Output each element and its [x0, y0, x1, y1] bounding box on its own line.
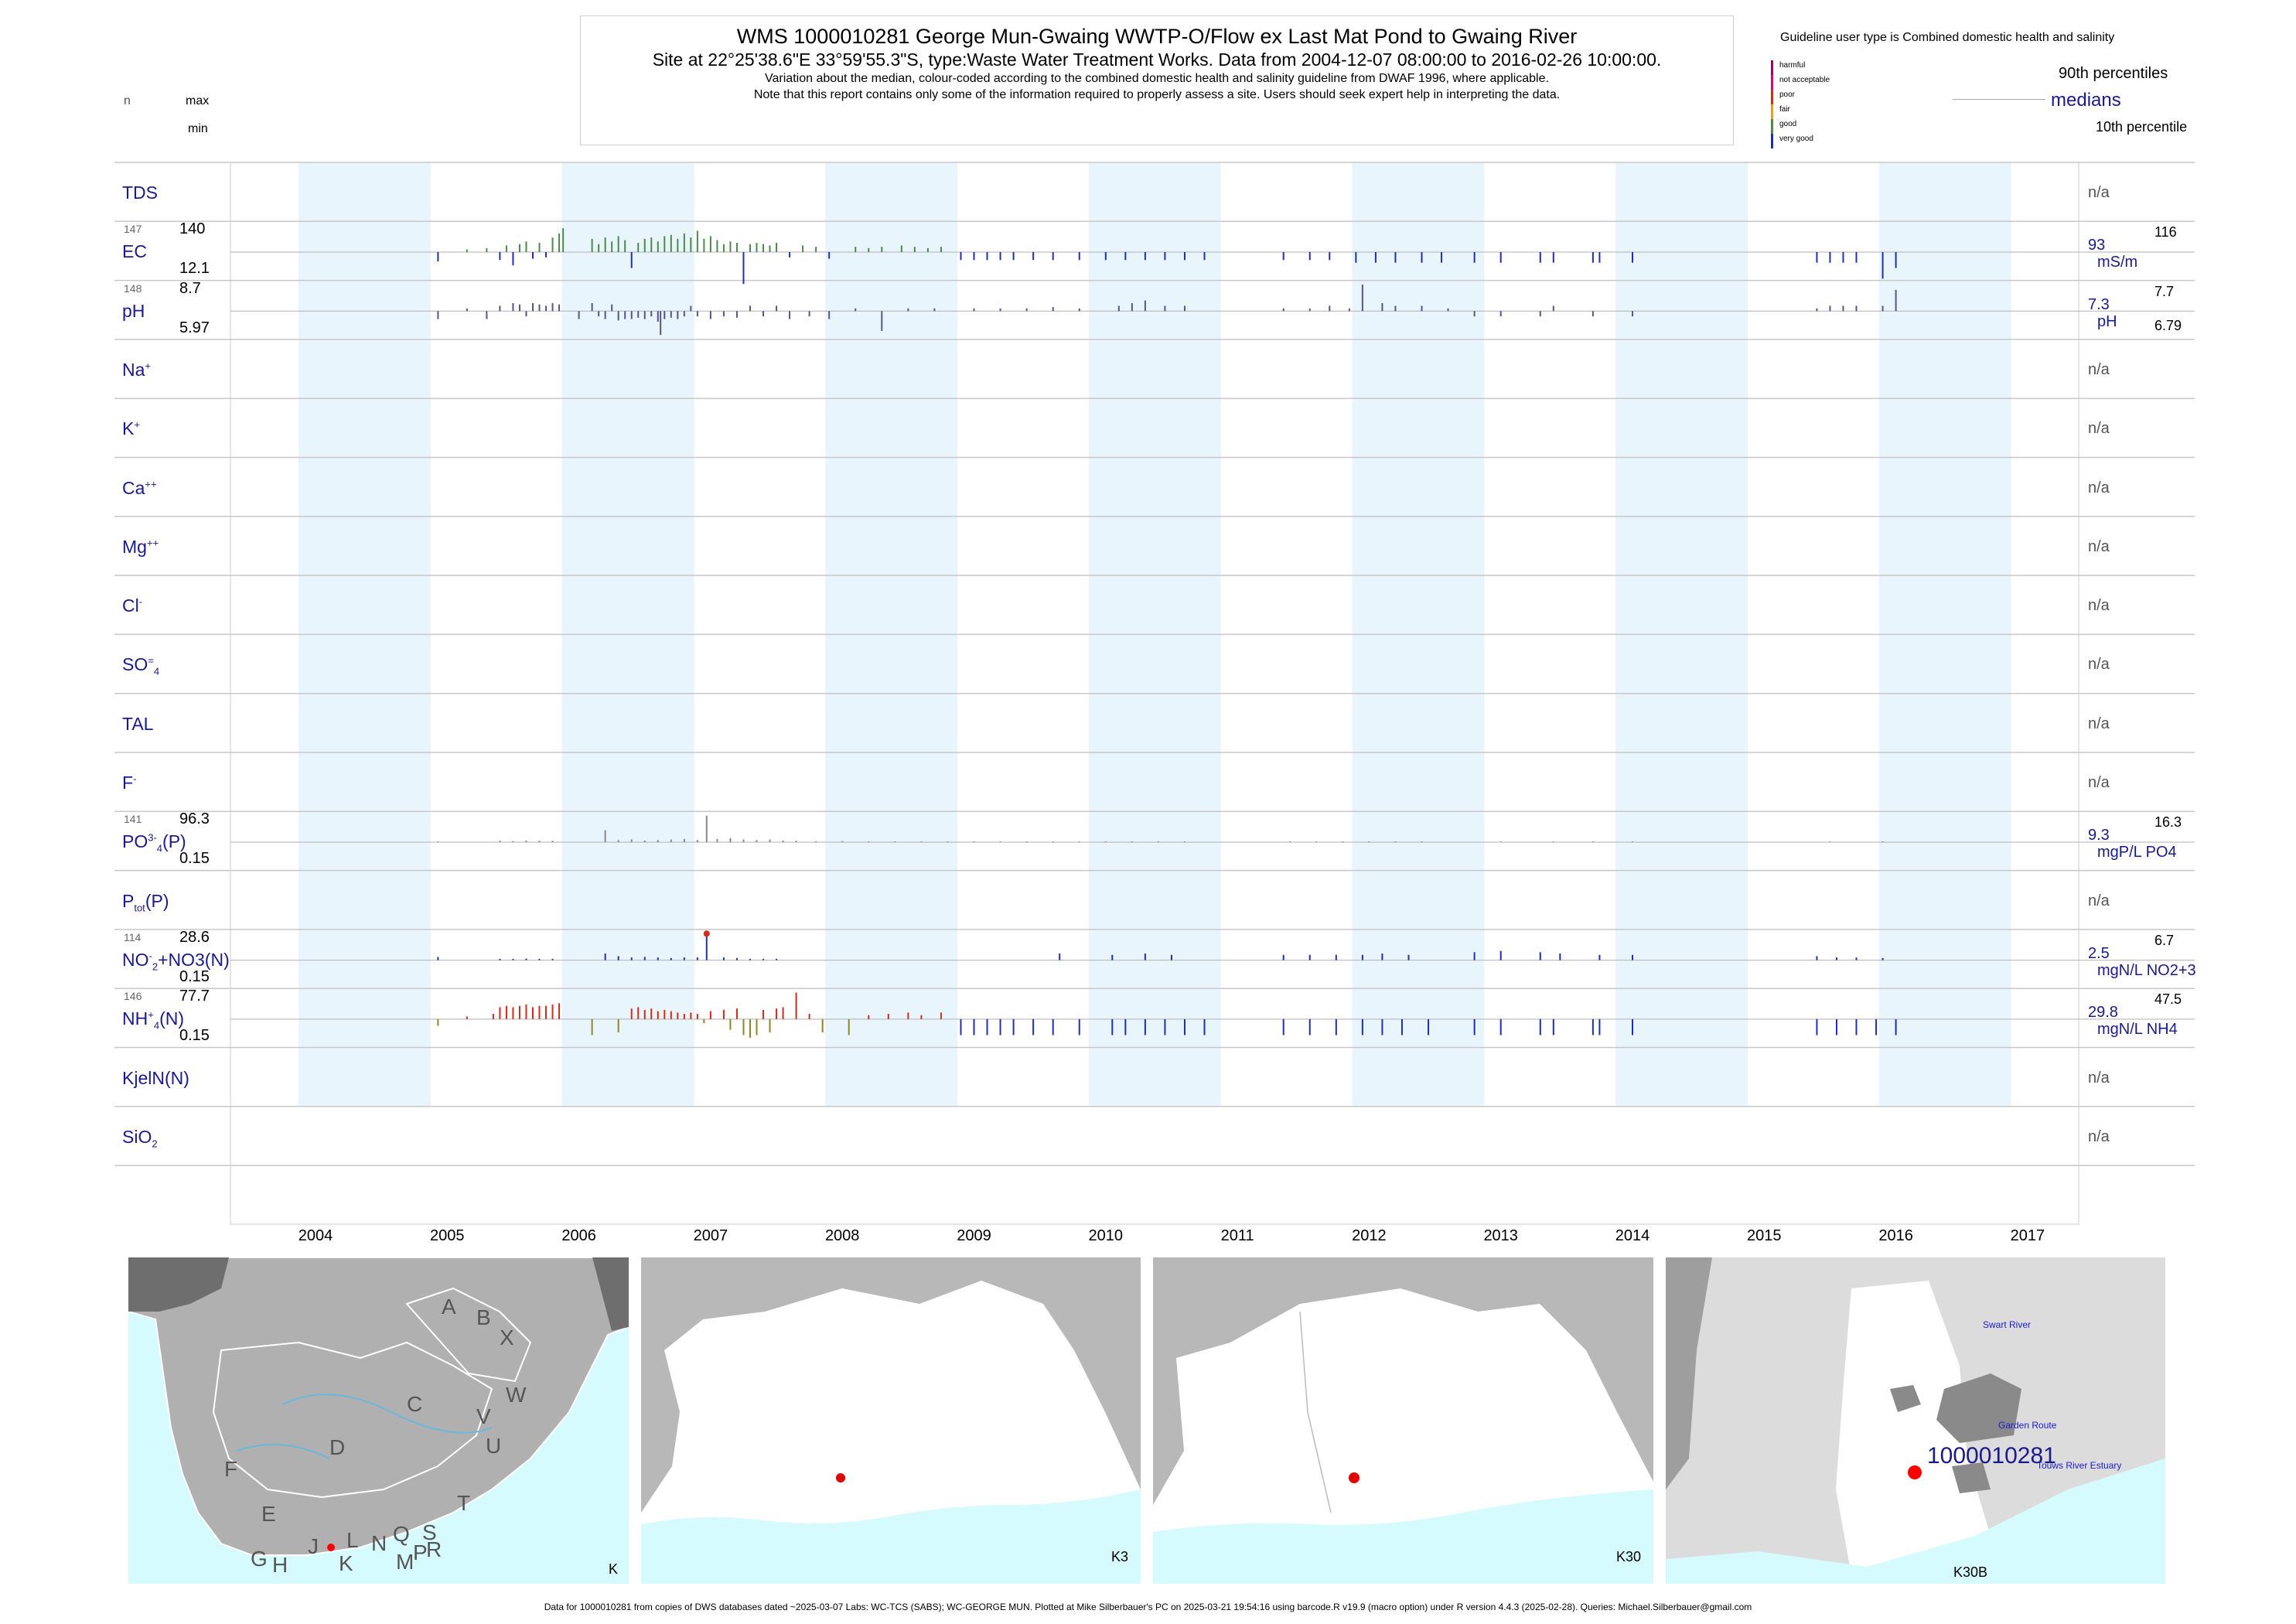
- map-label-k3: K3: [1110, 1549, 1128, 1564]
- map-panel-k30: [1153, 1257, 1653, 1584]
- row-label-sup: +: [145, 360, 151, 372]
- region-letter-P: P: [413, 1540, 428, 1564]
- row-n: 114: [124, 930, 142, 943]
- col-max-label: max: [186, 94, 210, 107]
- region-letter-V: V: [476, 1404, 491, 1428]
- row-min: 0.15: [179, 1027, 210, 1045]
- row-p10: 6.79: [2154, 317, 2182, 333]
- col-min-label: min: [188, 122, 208, 135]
- row-label-sup: -: [133, 773, 137, 785]
- year-tick-label: 2010: [1088, 1227, 1124, 1244]
- row-min: 5.97: [179, 319, 210, 336]
- row-label-sup: 3-: [148, 831, 157, 844]
- row-max: 140: [179, 220, 206, 238]
- row-label-main: PO: [122, 831, 148, 852]
- legend-title: Guideline user type is Combined domestic health and salinity: [1780, 31, 2115, 44]
- row-min: 0.15: [179, 967, 210, 985]
- row-label-sub: tot: [134, 902, 145, 914]
- subtitle-note-2: Note that this report contains only some of the information required to properly assess a site. Users should seek expert help in interpreting the data.: [753, 88, 1561, 101]
- row-na: n/a: [2088, 360, 2110, 378]
- row-max: 96.3: [179, 810, 210, 828]
- legend-class-label: very good: [1779, 135, 1813, 143]
- row-na: n/a: [2088, 597, 2110, 615]
- year-tick-label: 2008: [824, 1227, 860, 1244]
- row-max: 8.7: [179, 279, 201, 297]
- row-label-sup: -: [138, 595, 143, 608]
- row-p90: 6.7: [2154, 932, 2175, 948]
- row-label: [122, 537, 159, 558]
- map-panel-k: [128, 1257, 629, 1584]
- row-label-main: EC: [122, 241, 147, 262]
- region-letter-H: H: [272, 1553, 288, 1577]
- legend-class-label: poor: [1779, 90, 1796, 99]
- row-label: [122, 1127, 158, 1150]
- k3-catchment-map: [641, 1257, 1141, 1584]
- row-max: 77.7: [179, 988, 210, 1005]
- region-letter-J: J: [308, 1534, 319, 1558]
- row-p90: 47.5: [2154, 991, 2182, 1008]
- row-label: [122, 1068, 189, 1089]
- site-marker-k30b: [1908, 1465, 1922, 1479]
- row-label-main: pH: [122, 300, 145, 321]
- row-label-sup: +: [134, 418, 140, 431]
- year-tick-label: 2014: [1615, 1227, 1650, 1244]
- region-letter-L: L: [346, 1528, 359, 1552]
- row-label-main: NO: [122, 949, 149, 970]
- row-min: 12.1: [179, 260, 210, 278]
- region-letter-N: N: [371, 1531, 387, 1555]
- region-letter-A: A: [442, 1295, 456, 1319]
- row-label: [122, 1008, 184, 1032]
- region-letter-D: D: [329, 1435, 346, 1459]
- row-label-sup: =: [148, 654, 154, 667]
- year-tick-label: 2006: [561, 1227, 596, 1244]
- row-p90: 7.7: [2154, 283, 2175, 299]
- region-letter-G: G: [251, 1547, 268, 1571]
- row-label: [122, 418, 140, 439]
- col-n-label: n: [124, 94, 131, 107]
- legend-class-label: not acceptable: [1779, 76, 1830, 84]
- row-median-value: 93: [2088, 237, 2106, 254]
- map-label-k: K: [608, 1561, 618, 1577]
- map-panel-k30b: [1666, 1257, 2165, 1584]
- year-tick-label: 2004: [298, 1227, 333, 1244]
- row-label-main: Mg: [122, 536, 147, 557]
- row-unit: mS/m: [2097, 254, 2138, 271]
- region-letter-W: W: [506, 1383, 527, 1407]
- row-na: n/a: [2088, 892, 2110, 909]
- row-label-suffix: (P): [145, 890, 169, 911]
- row-label-main: P: [122, 890, 135, 911]
- legend-class-label: fair: [1779, 105, 1790, 114]
- row-median-value: 29.8: [2088, 1004, 2118, 1022]
- row-label: [122, 831, 186, 855]
- chart-subtitle: Site at 22°25'38.6"E 33°59'55.3"S, type:Waste Water Treatment Works. Data from 2004-12-07 08:00:00 to 2016-02-26 10:00:00.: [652, 49, 1662, 70]
- row-label-sub: 4: [153, 665, 160, 677]
- row-label-main: NH: [122, 1008, 148, 1029]
- row-na: n/a: [2088, 420, 2110, 438]
- year-tick-label: 2012: [1352, 1227, 1387, 1244]
- row-label-main: KjelN(N): [122, 1067, 189, 1088]
- region-letter-K: K: [339, 1551, 353, 1575]
- row-na: n/a: [2088, 656, 2110, 674]
- map-label-k30: K30: [1615, 1549, 1641, 1564]
- row-label-main: F: [122, 773, 134, 793]
- row-label-suffix: +NO3(N): [158, 949, 230, 970]
- site-id-label: 1000010281: [1927, 1443, 2056, 1469]
- row-na: n/a: [2088, 715, 2110, 732]
- year-tick-label: 2013: [1483, 1227, 1518, 1244]
- row-label: [122, 183, 158, 203]
- row-na: n/a: [2088, 774, 2110, 791]
- row-label: [122, 478, 157, 499]
- site-marker-k30: [1349, 1472, 1360, 1483]
- k30b-catchment-map: [1666, 1257, 2165, 1584]
- region-letter-R: R: [426, 1537, 442, 1561]
- row-label-main: SiO: [122, 1126, 152, 1147]
- row-label-main: TAL: [122, 713, 154, 734]
- row-n: 141: [124, 813, 142, 826]
- row-p90: 116: [2154, 224, 2177, 241]
- row-label-sup: ++: [146, 537, 159, 549]
- row-label-main: Na: [122, 359, 145, 380]
- year-tick-label: 2009: [957, 1227, 991, 1244]
- row-label: [122, 950, 230, 973]
- row-label: [122, 241, 147, 262]
- row-label: [122, 654, 159, 677]
- row-label-sub: 2: [152, 1138, 158, 1150]
- row-unit: mgN/L NO2+3: [2097, 961, 2196, 979]
- place-touws-river-estuary: Touws River Estuary: [2037, 1460, 2122, 1471]
- region-letter-F: F: [224, 1457, 238, 1481]
- legend-class-label: good: [1779, 120, 1797, 128]
- region-letter-E: E: [261, 1502, 276, 1526]
- region-letter-Q: Q: [393, 1522, 410, 1546]
- row-na: n/a: [2088, 479, 2110, 496]
- k30-catchment-map: [1153, 1257, 1653, 1584]
- row-label-sub: 4: [156, 842, 163, 855]
- row-na: n/a: [2088, 184, 2110, 201]
- region-letter-B: B: [476, 1305, 491, 1329]
- legend-p90: 90th percentiles: [2059, 65, 2168, 82]
- year-tick-label: 2016: [1878, 1227, 1913, 1244]
- row-label: [122, 301, 145, 322]
- row-label: [122, 360, 151, 380]
- row-n: 146: [124, 990, 142, 1003]
- row-label: [122, 773, 136, 793]
- region-letter-C: C: [407, 1392, 423, 1416]
- row-p90: 16.3: [2154, 814, 2182, 831]
- row-label-sup: +: [148, 1008, 154, 1021]
- row-label-sub: 4: [153, 1019, 160, 1032]
- row-unit: pH: [2097, 312, 2117, 330]
- region-letter-X: X: [500, 1325, 514, 1349]
- row-label: [122, 891, 169, 914]
- legend-medians: medians: [2051, 90, 2121, 111]
- subtitle-note-1: Variation about the median, colour-coded according to the combined domestic health and salinity guideline from DWAF 1996, where applicable.: [765, 72, 1549, 85]
- year-tick-label: 2017: [2010, 1227, 2045, 1244]
- row-min: 0.15: [179, 850, 210, 868]
- row-label-sup: ++: [145, 477, 157, 490]
- chart-title: WMS 1000010281 George Mun-Gwaing WWTP-O/Flow ex Last Mat Pond to Gwaing River: [736, 25, 1578, 48]
- row-label-sup: -: [148, 950, 152, 962]
- region-letter-U: U: [486, 1434, 502, 1458]
- row-median-value: 2.5: [2088, 944, 2110, 962]
- row-n: 148: [124, 281, 142, 295]
- row-label-main: SO: [122, 654, 148, 675]
- year-tick-label: 2007: [693, 1227, 728, 1244]
- row-na: n/a: [2088, 1069, 2110, 1087]
- row-label-main: Cl: [122, 595, 139, 616]
- place-swart-river: Swart River: [1983, 1319, 2032, 1330]
- site-marker-k3: [836, 1473, 845, 1482]
- row-label-main: TDS: [122, 183, 158, 203]
- map-panel-k3: [641, 1257, 1141, 1584]
- place-garden-route: Garden Route: [1998, 1420, 2057, 1431]
- legend-class-label: harmful: [1779, 61, 1806, 70]
- row-label-sub: 2: [152, 960, 159, 973]
- row-label-main: K: [122, 418, 135, 439]
- row-na: n/a: [2088, 1128, 2110, 1145]
- year-tick-label: 2005: [430, 1227, 465, 1244]
- region-letter-T: T: [457, 1491, 471, 1515]
- row-unit: mgP/L PO4: [2097, 844, 2177, 861]
- row-na: n/a: [2088, 537, 2110, 555]
- row-median-value: 7.3: [2088, 295, 2110, 313]
- region-letter-S: S: [422, 1520, 437, 1544]
- row-label: [122, 714, 153, 735]
- legend-p10: 10th percentile: [2096, 119, 2188, 135]
- row-n: 147: [124, 223, 142, 236]
- map-label-k30b: K30B: [1953, 1564, 1988, 1580]
- row-label-suffix: (P): [162, 831, 186, 852]
- row-label-suffix: (N): [159, 1008, 184, 1029]
- row-max: 28.6: [179, 928, 210, 946]
- row-unit: mgN/L NH4: [2097, 1021, 2178, 1039]
- year-tick-label: 2011: [1220, 1227, 1254, 1244]
- footer-note: Data for 1000010281 from copies of DWS databases dated ~2025-03-07 Labs: WC-TCS (SABS); WC-GEORGE MUN. Plotted at Mike Silberbauer's PC on 2025-03-21 19:54:16 using barcode.R v19.9 (macro option) under R version 4.4.3 (2025-02-28). Queries: Michael.Silberbauer@gmail.com: [544, 1602, 1752, 1612]
- row-label: [122, 595, 142, 616]
- row-label-main: Ca: [122, 477, 145, 498]
- year-tick-label: 2015: [1747, 1227, 1782, 1244]
- region-letter-M: M: [396, 1550, 415, 1574]
- row-median-value: 9.3: [2088, 827, 2110, 844]
